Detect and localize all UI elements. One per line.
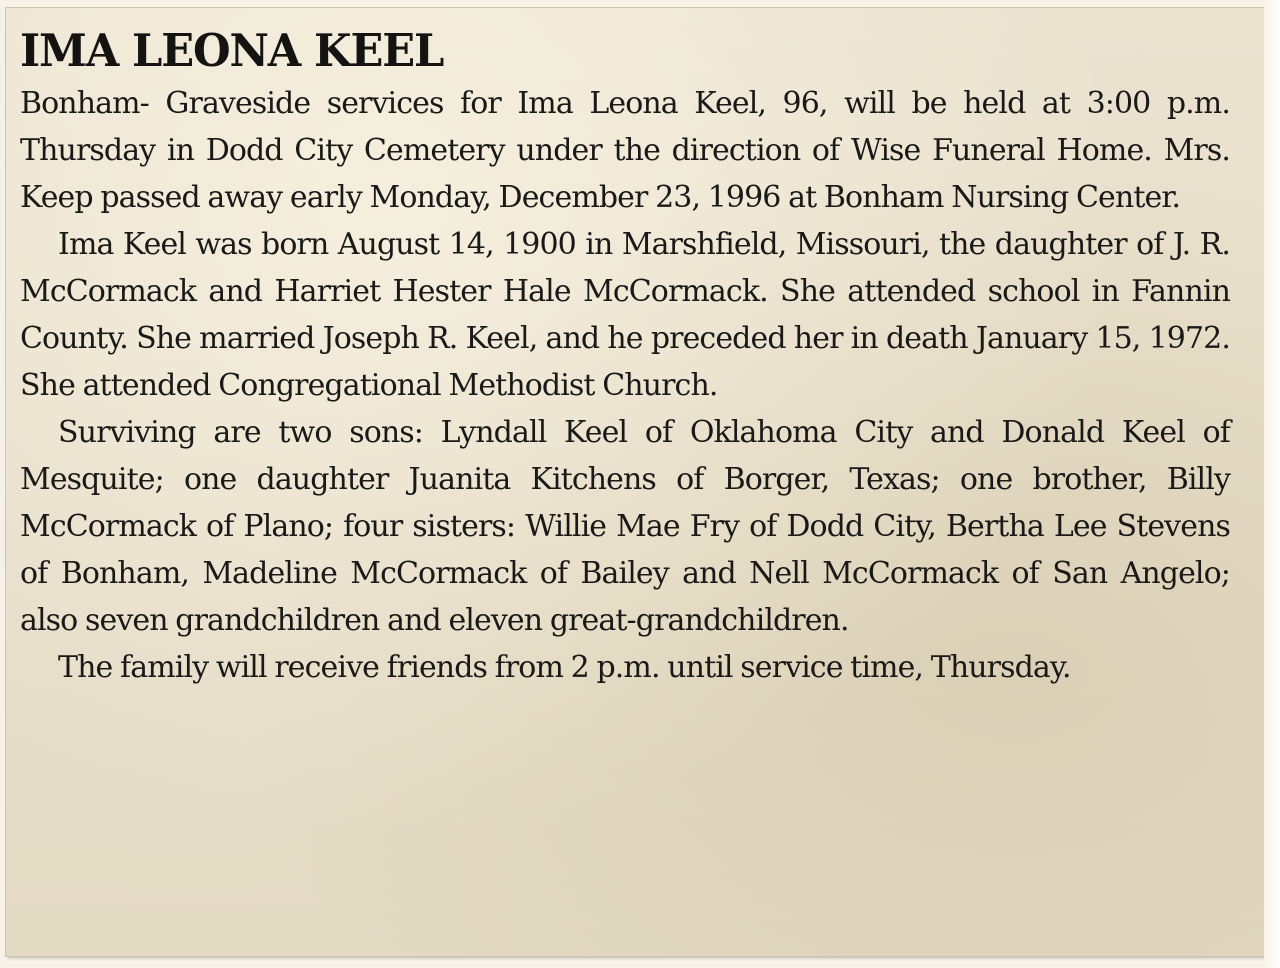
paragraph-services: Bonham- Graveside services for Ima Leona Keel, 96, will be held at 3:00 p.m. Thursday in Dodd City Cemetery under the direction of Wise Funeral Home. Mrs. Keep passed away early Monday, December 23, 1996 at Bonham Nursing Center. — [20, 86, 1230, 215]
obituary-headline: IMA LEONA KEEL — [20, 24, 444, 77]
scan-margin — [1264, 0, 1280, 968]
paragraph-survivors: Surviving are two sons: Lyndall Keel of Oklahoma City and Donald Keel of Mesquite; one daughter Juanita Kitchens of Borger, Texas; one brother, Billy McCormack of Plano; four sisters: Willie Mae Fry of Dodd City, Bertha Lee Stevens of Bonham, Madeline McCormack of Bailey and Nell McCormack of San Angelo; also seven grandchildren and eleven great-grandchildren. — [20, 415, 1230, 638]
paragraph-biography: Ima Keel was born August 14, 1900 in Marshfield, Missouri, the daughter of J. R. McCormack and Harriet Hester Hale McCormack. She attended school in Fannin County. She married Joseph R. Keel, and he preceded her in death January 15, 1972. She attended Congregational Methodist Church. — [20, 227, 1230, 403]
obituary-body — [20, 80, 1230, 691]
paragraph-visitation: The family will receive friends from 2 p.m. until service time, Thursday. — [58, 650, 1071, 685]
newspaper-clipping — [6, 8, 1264, 956]
